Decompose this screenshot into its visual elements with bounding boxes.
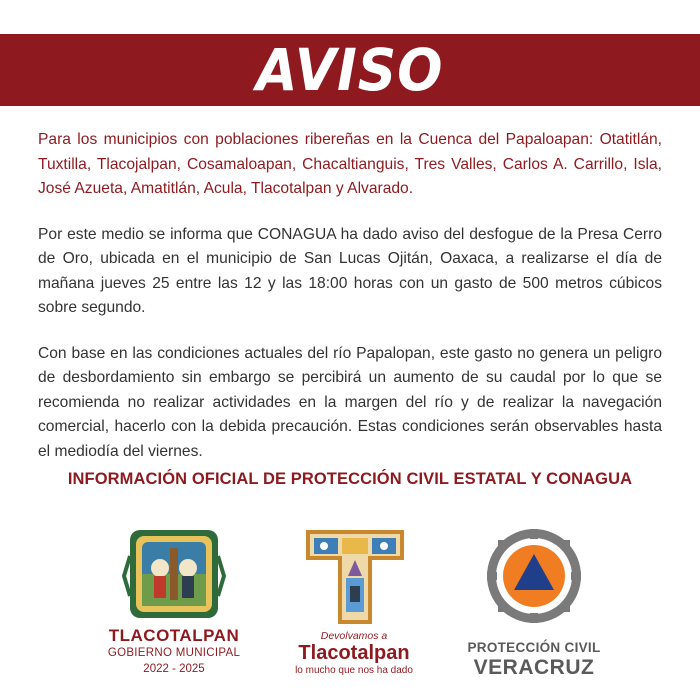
logo-3-bottom-text: VERACRUZ bbox=[473, 656, 595, 679]
header-banner bbox=[0, 34, 700, 106]
page-title: AVISO bbox=[256, 36, 444, 104]
notice-intro: Para los municipios con poblaciones ribereñas en la Cuenca del Papaloapan: Otatitlán, Tuxtilla, Tlacojalpan, Cosamaloapan, Chacaltianguis, Tres Valles, Carlos A. Carrillo, Isla, José Azueta, Amatitlán, Acula, Tlacotalpan y Alvarado. bbox=[38, 131, 662, 197]
notice-paragraph-2: Con base en las condiciones actuales del río Papalopan, este gasto no genera un peligro de desbordamiento sin embargo se percibirá un aumento de su caudal por lo que se recomienda no realizar actividades en la margen del río y de realizar la navegación comercial, hacerlo con la debida precaución. Estas condiciones serán observables hasta el mediodía del viernes. bbox=[38, 344, 662, 460]
municipal-seal-icon bbox=[100, 526, 248, 626]
tlacotalpan-government-logo bbox=[100, 526, 248, 676]
notice-paragraph-1: Por este medio se informa que CONAGUA ha dado aviso del desfogue de la Presa Cerro de Oro, ubicada en el municipio de San Lucas Ojitán, Oaxaca, a realizarse el día de mañana jueves 25 entre las 12 y las 18:00 horas con un gasto de 500 metros cúbicos sobre segundo. bbox=[38, 225, 662, 316]
logo-2-name: Tlacotalpan bbox=[298, 642, 410, 664]
logo-1-years: 2022 - 2025 bbox=[143, 663, 205, 675]
civil-protection-triangle-icon bbox=[460, 526, 608, 626]
tlacotalpan-tourism-logo bbox=[280, 526, 428, 676]
logo-1-name: TLACOTALPAN bbox=[108, 626, 240, 645]
proteccion-civil-logo bbox=[460, 526, 608, 679]
logo-1-subtitle: GOBIERNO MUNICIPAL bbox=[107, 647, 241, 659]
logo-2-tagline: Devolvamos a bbox=[320, 630, 388, 642]
official-source-heading: INFORMACIÓN OFICIAL DE PROTECCIÓN CIVIL ESTATAL Y CONAGUA bbox=[67, 470, 633, 488]
logo-2-slogan: lo mucho que nos ha dado bbox=[295, 665, 413, 676]
notice-body bbox=[38, 128, 662, 485]
logo-3-top-text: PROTECCIÓN CIVIL bbox=[467, 640, 601, 655]
letter-t-emblem-icon bbox=[280, 526, 428, 626]
